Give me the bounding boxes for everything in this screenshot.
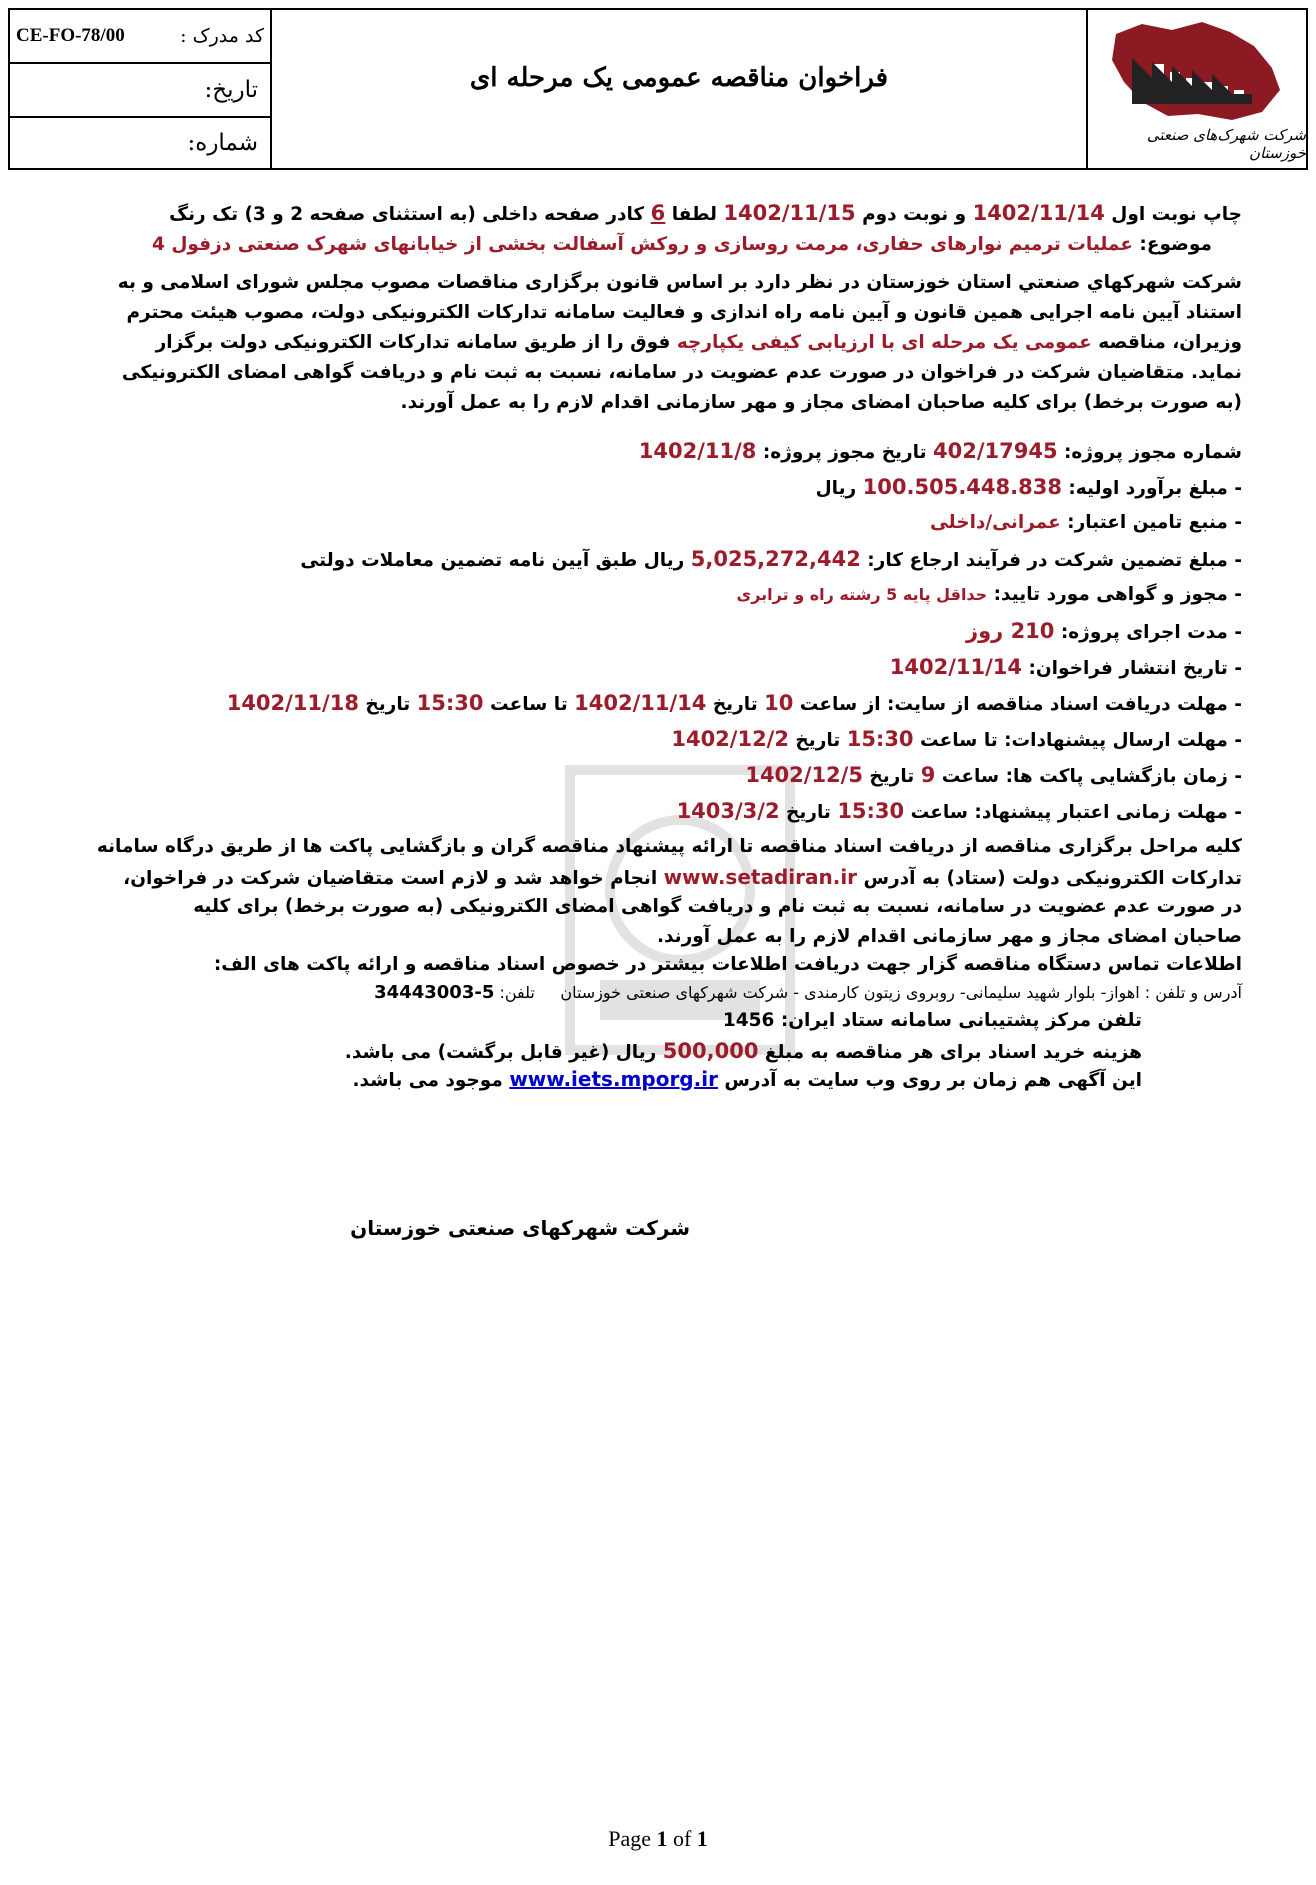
setad-url-link[interactable]: www.setadiran.ir [663, 865, 858, 889]
submit-word: تاریخ [795, 730, 841, 751]
cost-label: هزینه خرید اسناد برای هر مناقصه به مبلغ [764, 1042, 1142, 1063]
doc-code-value: CE-FO-78/00 [16, 25, 125, 46]
signature: شرکت شهرکهای صنعتی خوزستان [350, 1216, 690, 1240]
fund-line [930, 510, 1242, 536]
intro-line-5: (به صورت برخط) برای کلیه صاحبان امضای مجاز و مهر سازمانی اقدام لازم را به عمل آورند. [400, 392, 1242, 413]
permit-number: 402/17945 [933, 439, 1058, 463]
cost-line [345, 1038, 1142, 1066]
license-line [737, 582, 1242, 608]
estimate-value: 100.505.448.838 [862, 475, 1062, 499]
validity-hour: 15:30 [837, 799, 905, 823]
duration-line [966, 618, 1242, 646]
process-line-2 [123, 864, 1242, 892]
publish-line [890, 654, 1242, 682]
subject-line [152, 232, 1212, 258]
logo-cell [1088, 10, 1306, 168]
header-title-cell [272, 10, 1088, 168]
date-row [10, 62, 270, 116]
address-line [374, 980, 1242, 1006]
download-date-2: 1402/11/18 [226, 691, 359, 715]
download-line [227, 690, 1242, 718]
header-meta-cell [10, 10, 272, 168]
validity-label: - مهلت زمانی اعتبار پیشنهاد: ساعت [910, 802, 1242, 823]
process-line-4: صاحبان امضای مجاز و مهر سازمانی اقدام لازم را به عمل آورند. [656, 926, 1242, 947]
download-word-1: تاریخ [712, 694, 758, 715]
open-word: تاریخ [869, 766, 915, 787]
process-line-3: در صورت عدم عضویت در سامانه، نسبت به ثبت نام و دریافت گواهی امضای الکترونیکی (به صورت برخط) برای کلیه [193, 896, 1242, 917]
iets-url-link[interactable]: www.iets.mporg.ir [509, 1067, 718, 1091]
download-word-2: تا ساعت [489, 694, 568, 715]
form-header [8, 8, 1308, 170]
print-text-3: لطفا [671, 204, 717, 225]
intro-3c: فوق را از طریق سامانه تدارکات الکترونیکی دولت برگزار [155, 332, 671, 353]
validity-line [677, 798, 1242, 826]
website-tail: موجود می باشد. [352, 1070, 503, 1091]
download-label: - مهلت دریافت اسناد مناقصه از سایت: از ساعت [799, 694, 1242, 715]
download-hour-1: 10 [764, 691, 794, 715]
submit-date: 1402/12/2 [671, 727, 789, 751]
duration-label: - مدت اجرای پروژه: [1060, 622, 1242, 643]
subject-text: عملیات ترمیم نوارهای حفاری، مرمت روسازی و روکش آسفالت بخشی از خیابانهای شهرک صنعتی دزفول 4 [152, 234, 1133, 255]
submit-line [671, 726, 1242, 754]
open-date: 1402/12/5 [745, 763, 863, 787]
download-hour-2: 15:30 [416, 691, 484, 715]
intro-line-4: نماید. متقاضیان شرکت در فراخوان در صورت عدم عضویت در سامانه، نسبت به ثبت نام و دریافت گواهی امضای الکترونیکی [121, 362, 1242, 383]
address-text: آدرس و تلفن : اهواز- بلوار شهید سلیمانی- روبروی زیتون کارمندی - شرکت شهرکهای صنعتی خوزستان [560, 983, 1242, 1002]
company-logo-icon [1102, 16, 1292, 124]
submit-label: - مهلت ارسال پیشنهادات: تا ساعت [920, 730, 1242, 751]
page-word: Page [608, 1826, 651, 1851]
number-label: شماره: [187, 130, 258, 156]
page-total: 1 [696, 1826, 708, 1851]
page-number [0, 1826, 1316, 1852]
phone-number: 34443003-5 [374, 982, 495, 1003]
submit-hour: 15:30 [846, 727, 914, 751]
page-current: 1 [656, 1826, 668, 1851]
intro-line-1: شرکت شهرکهاي صنعتي استان خوزستان در نظر دارد بر اساس قانون برگزاری مناقصات مصوب مجلس شورای اسلامی و به [117, 272, 1242, 293]
guarantee-tail: ریال طبق آیین نامه تضمین معاملات دولتی [300, 550, 685, 571]
contact-heading: اطلاعات تماس دستگاه مناقصه گزار جهت دریافت اطلاعات بیشتر در خصوص اسناد مناقصه و ارائه پاکت های الف: [213, 954, 1242, 975]
logo-caption: شرکت شهرک‌های صنعتی خوزستان [1146, 126, 1306, 162]
estimate-unit: ریال [815, 478, 857, 499]
cost-tail: ریال (غیر قابل برگشت) می باشد. [344, 1042, 657, 1063]
doc-code-label: کد مدرک : [180, 25, 264, 47]
guarantee-line [300, 546, 1242, 574]
permit-line [639, 438, 1242, 466]
license-label: - مجوز و گواهی مورد تایید: [993, 584, 1242, 605]
tender-type: عمومی یک مرحله ای با ارزیابی کیفی یکپارچه [676, 332, 1092, 353]
download-date-1: 1402/11/14 [574, 691, 707, 715]
intro-line-3 [156, 330, 1242, 356]
print-date-2: 1402/11/15 [723, 201, 856, 225]
guarantee-label: - مبلغ تضمین شرکت در فرآیند ارجاع کار: [867, 550, 1242, 571]
date-label: تاریخ: [204, 77, 258, 103]
download-word-3: تاریخ [365, 694, 411, 715]
website-line [353, 1066, 1142, 1094]
print-text-1: چاپ نوبت اول [1111, 204, 1242, 225]
license-value: حداقل پایه 5 رشته راه و ترابری [736, 585, 988, 604]
guarantee-value: 5,025,272,442 [690, 547, 861, 571]
print-text-4: کادر صفحه داخلی (به استثنای صفحه 2 و 3) تک رنگ [169, 204, 645, 225]
fund-label: - منبع تامین اعتبار: [1067, 512, 1242, 533]
intro-line-2: استناد آیین نامه اجرایی همین قانون و آیین نامه راه اندازی و فعالیت سامانه تدارکات الکترونیکی دولت، مصوب هیئت محترم [126, 302, 1242, 323]
support-line: تلفن مرکز پشتیبانی سامانه ستاد ایران: 1456 [722, 1010, 1142, 1031]
cost-value: 500,000 [662, 1039, 759, 1063]
open-line [745, 762, 1242, 790]
page-of-word: of [672, 1826, 692, 1851]
print-instruction-line [169, 200, 1242, 228]
process-2b: انجام خواهد شد و لازم است متقاضیان شرکت در فراخوان، [123, 868, 658, 889]
open-label: - زمان بازگشایی پاکت ها: ساعت [941, 766, 1242, 787]
permit-date: 1402/11/8 [638, 439, 757, 463]
print-box-count: 6 [650, 201, 666, 225]
phone-label: تلفن: [499, 983, 535, 1002]
process-2a: تدارکات الکترونیکی دولت (ستاد) به آدرس [863, 868, 1242, 889]
publish-label: - تاریخ انتشار فراخوان: [1028, 658, 1242, 679]
print-text-2: و نوبت دوم [862, 204, 967, 225]
subject-label: موضوع: [1139, 234, 1212, 255]
permit-date-label: تاریخ مجوز پروژه: [762, 442, 927, 463]
validity-word: تاریخ [786, 802, 831, 823]
estimate-line [816, 474, 1242, 502]
website-label: این آگهی هم زمان بر روی وب سایت به آدرس [724, 1070, 1142, 1091]
duration-value: 210 روز [966, 619, 1055, 643]
open-hour: 9 [920, 763, 936, 787]
doc-code-row [10, 10, 270, 62]
intro-3a: وزیران، مناقصه [1098, 332, 1242, 353]
estimate-label: - مبلغ برآورد اولیه: [1068, 478, 1242, 499]
number-row [10, 116, 270, 168]
publish-date: 1402/11/14 [889, 655, 1023, 679]
page-title: فراخوان مناقصه عمومی یک مرحله ای [469, 63, 889, 93]
print-date-1: 1402/11/14 [972, 201, 1105, 225]
process-line-1: کلیه مراحل برگزاری مناقصه از دریافت اسناد مناقصه تا ارائه پیشنهاد مناقصه گران و بازگشایی پاکت ها از طریق درگاه سامانه [96, 836, 1242, 857]
validity-date: 1403/3/2 [676, 799, 780, 823]
fund-value: عمرانی/داخلی [929, 512, 1061, 533]
permit-label: شماره مجوز پروژه: [1064, 442, 1242, 463]
